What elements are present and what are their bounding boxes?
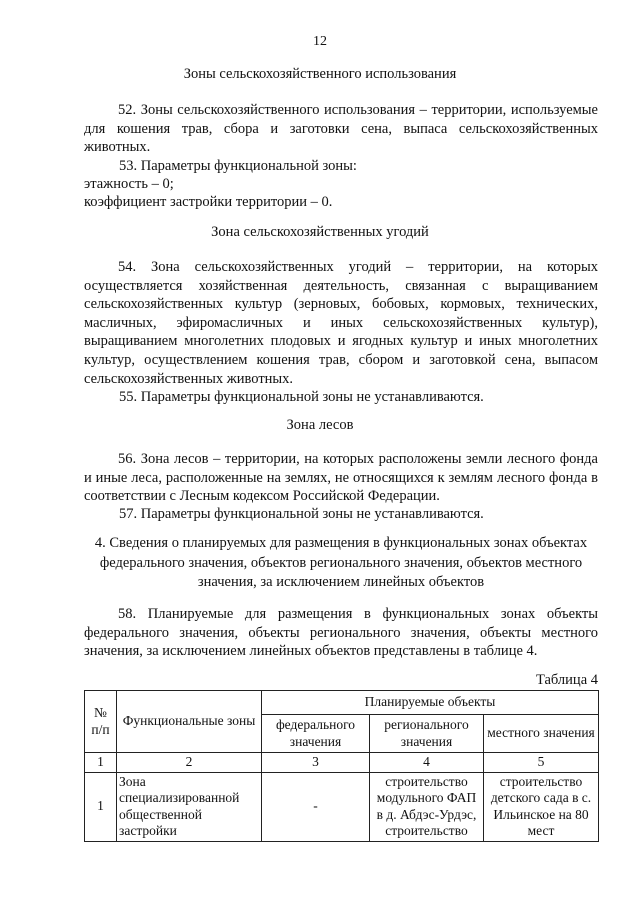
header-local: местного значения [484, 715, 599, 753]
index-cell: 1 [85, 753, 117, 773]
paragraph-53: 53. Параметры функциональной зоны: [119, 158, 357, 174]
table-4 [84, 690, 599, 842]
row-number: 1 [85, 772, 117, 841]
paragraph-56: 56. Зона лесов – территории, на которых расположены земли лесного фонда и иные леса, расположенные на землях, не относящихся к землям лесного фонда в соответствии с Лесным кодексом Российской Федерации. [84, 451, 598, 505]
paragraph-52: 52. Зоны сельскохозяйственного использования – территории, используемые для кошения трав, сбора и заготовки сена, выпаса сельскохозяйственных животных. [84, 102, 598, 156]
header-number: № п/п [85, 691, 117, 753]
page-number: 12 [313, 34, 327, 49]
table-caption: Таблица 4 [535, 672, 598, 688]
index-cell: 4 [370, 753, 484, 773]
paragraph-54: 54. Зона сельскохозяйственных угодий – территории, на которых осуществляется хозяйственная деятельность, связанная с выращиванием сельскохозяйственных культур (зерновых, бобовых, кормовых, технических, масличных, эфиромасличных и иных сельскохозяйственных культур), выращиванием многолетних плодовых и ягодных культур и иных многолетних культур, осуществлением кошения трав, сбором и заготовкой сена, выпасом сельскохозяйственных животных. [84, 259, 598, 387]
row-federal: - [262, 772, 370, 841]
index-cell: 5 [484, 753, 599, 773]
header-regional: регионального значения [370, 715, 484, 753]
paragraph-58: 58. Планируемые для размещения в функциональных зонах объекты федерального значения, объекты регионального значения, объекты местного значения, за исключением линейных объектов представлены в таблице 4. [84, 606, 598, 660]
header-planned-objects: Планируемые объекты [262, 691, 599, 715]
header-zones: Функциональные зоны [117, 691, 262, 753]
heading-agricultural-lands: Зона сельскохозяйственных угодий [211, 224, 429, 240]
section-4-heading: 4. Сведения о планируемых для размещения в функциональных зонах объектах федерального значения, объектов регионального значения, объектов местного значения, за исключением линейных объектов [94, 535, 588, 590]
index-cell: 2 [117, 753, 262, 773]
paragraph-53-floors: этажность – 0; [84, 176, 174, 192]
table-row [85, 772, 599, 841]
heading-agricultural-use: Зоны сельскохозяйственного использования [183, 66, 457, 82]
index-cell: 3 [262, 753, 370, 773]
paragraph-55: 55. Параметры функциональной зоны не устанавливаются. [119, 389, 484, 405]
row-zone: Зона специализированной общественной застройки [117, 772, 262, 841]
row-regional: строительство модульного ФАП в д. Абдэс-Урдэс, строительство [370, 772, 484, 841]
header-federal: федерального значения [262, 715, 370, 753]
heading-forest-zone: Зона лесов [286, 417, 354, 433]
paragraph-57: 57. Параметры функциональной зоны не устанавливаются. [119, 506, 484, 522]
paragraph-53-coefficient: коэффициент застройки территории – 0. [84, 194, 333, 210]
row-local: строительство детского сада в с. Ильинское на 80 мест [484, 772, 599, 841]
